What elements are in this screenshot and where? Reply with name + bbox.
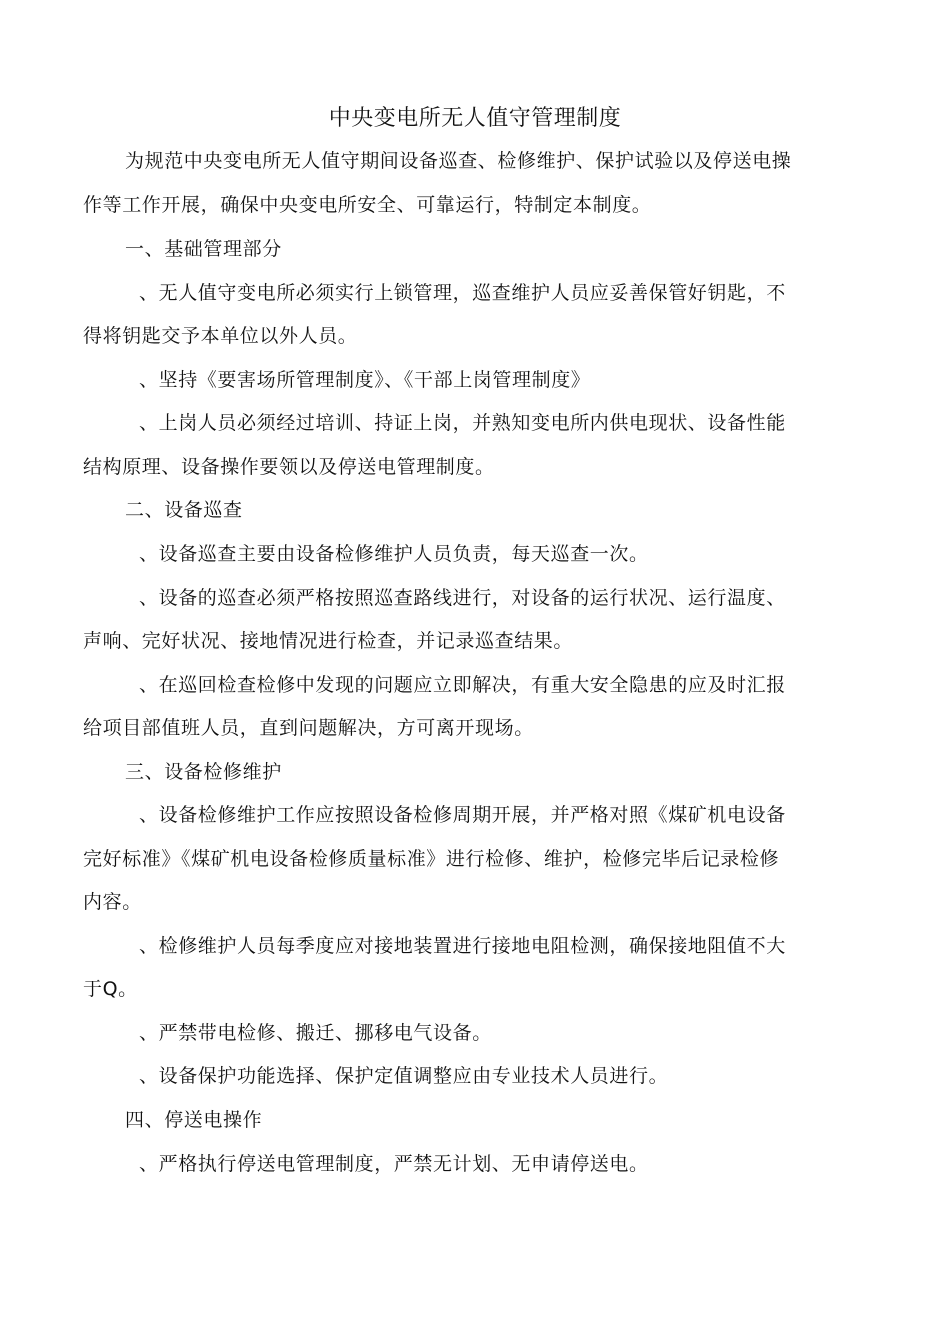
clause-3-3: 、严禁带电检修、搬迁、挪移电气设备。 [139, 1022, 492, 1044]
clause-1-2: 、坚持《要害场所管理制度》、《干部上岗管理制度》 [139, 369, 591, 391]
clause-2-3-line-1: 、在巡回检查检修中发现的问题应立即解决，有重大安全隐患的应及时汇报 [139, 674, 786, 696]
clause-1-3-line-2: 结构原理、设备操作要领以及停送电管理制度。 [83, 456, 495, 478]
intro-line-2: 作等工作开展，确保中央变电所安全、可靠运行，特制定本制度。 [83, 194, 652, 216]
section-heading-4: 四、停送电操作 [125, 1109, 263, 1131]
clause-4-1: 、严格执行停送电管理制度，严禁无计划、无申请停送电。 [139, 1153, 649, 1175]
clause-1-1-line-1: 、无人值守变电所必须实行上锁管理，巡查维护人员应妥善保管好钥匙，不 [139, 282, 786, 304]
section-heading-2: 二、设备巡查 [125, 499, 243, 521]
clause-1-1-line-2: 得将钥匙交予本单位以外人员。 [83, 325, 358, 347]
clause-2-2-line-2: 声响、完好状况、接地情况进行检查，并记录巡查结果。 [83, 630, 574, 652]
clause-1-3-line-1: 、上岗人员必须经过培训、持证上岗，并熟知变电所内供电现状、设备性能 [139, 412, 786, 434]
clause-2-3-line-2: 给项目部值班人员，直到问题解决，方可离开现场。 [83, 717, 534, 739]
clause-3-1-line-1: 、设备检修维护工作应按照设备检修周期开展，并严格对照《煤矿机电设备 [139, 804, 786, 826]
clause-2-1: 、设备巡查主要由设备检修维护人员负责，每天巡查一次。 [139, 543, 649, 565]
clause-3-4: 、设备保护功能选择、保护定值调整应由专业技术人员进行。 [139, 1065, 669, 1087]
document-title: 中央变电所无人值守管理制度 [328, 106, 622, 131]
intro-line-1: 为规范中央变电所无人值守期间设备巡查、检修维护、保护试验以及停送电操 [125, 150, 792, 172]
clause-3-1-line-3: 内容。 [83, 891, 142, 913]
clause-3-2-line-2: 于Q。 [83, 978, 138, 1000]
section-heading-1: 一、基础管理部分 [125, 238, 282, 260]
clause-3-2-line-1: 、检修维护人员每季度应对接地装置进行接地电阻检测，确保接地阻值不大 [139, 935, 786, 957]
section-heading-3: 三、设备检修维护 [125, 761, 282, 783]
clause-3-1-line-2: 完好标准》《煤矿机电设备检修质量标准》进行检修、维护，检修完毕后记录检修 [83, 848, 780, 870]
clause-2-2-line-1: 、设备的巡查必须严格按照巡查路线进行，对设备的运行状况、运行温度、 [139, 587, 786, 609]
